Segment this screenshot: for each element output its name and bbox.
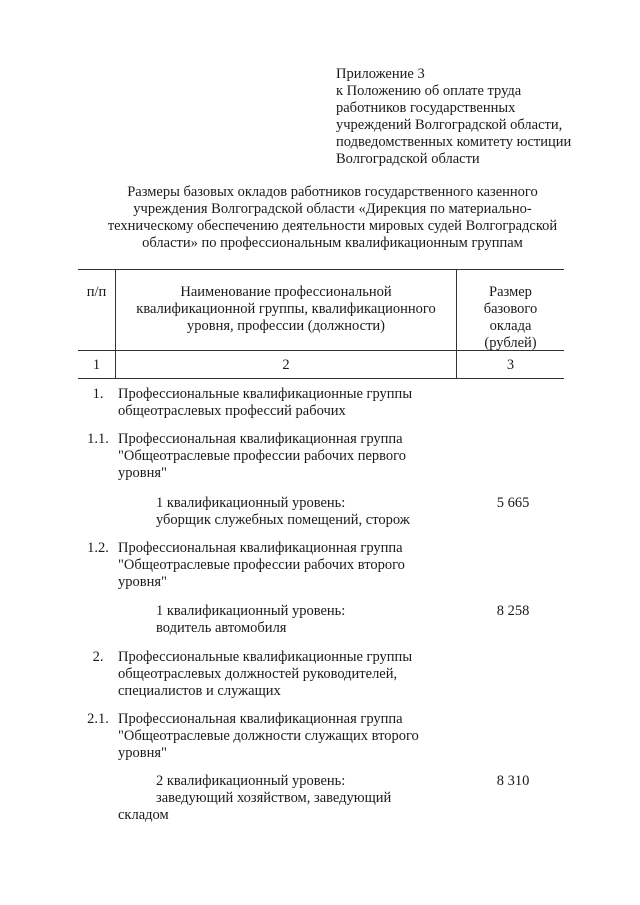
- row-line: уровня": [118, 574, 167, 590]
- header-size: [457, 284, 564, 352]
- title-line: Размеры базовых окладов работников государственного казенного: [127, 184, 538, 200]
- row-name: [118, 649, 458, 700]
- annex-line: учреждений Волгоградской области,: [336, 117, 563, 133]
- row-name: [156, 495, 456, 529]
- row-line: уборщик служебных помещений, сторож: [156, 512, 410, 528]
- row-num: 2.: [92, 649, 104, 665]
- title-line: области» по профессиональным квалификационным группам: [142, 235, 523, 251]
- index-cell-2: 2: [282, 357, 290, 373]
- row-num: 2.1.: [87, 711, 109, 727]
- row-value: 8 310: [496, 773, 530, 789]
- header-size-line: базового: [483, 301, 538, 317]
- row-name: [118, 773, 458, 824]
- annex-header: [336, 66, 626, 168]
- index-cell-1: 1: [92, 357, 101, 373]
- index-cell-3: 3: [506, 357, 515, 373]
- header-size-line: оклада: [489, 318, 532, 334]
- row-line: 1 квалификационный уровень:: [156, 495, 346, 511]
- title-line: техническому обеспечению деятельности мировых судей Волгоградской: [107, 218, 558, 234]
- annex-line: работников государственных: [336, 100, 516, 116]
- row-line: Профессиональная квалификационная группа: [118, 711, 403, 727]
- row-name: [118, 386, 458, 420]
- row-line: "Общеотраслевые должности служащих второго: [118, 728, 419, 744]
- row-name: [118, 711, 458, 762]
- annex-line: подведомственных комитету юстиции: [336, 134, 572, 150]
- row-line: 2 квалификационный уровень:: [156, 773, 346, 789]
- row-line: Профессиональная квалификационная группа: [118, 540, 403, 556]
- annex-line: к Положению об оплате труда: [336, 83, 522, 99]
- header-name-line: уровня, профессии (должности): [187, 318, 385, 334]
- row-num: 1.1.: [87, 431, 109, 447]
- row-line: общеотраслевых должностей руководителей,: [118, 666, 398, 682]
- header-size-line: (рублей): [484, 335, 537, 351]
- row-value: 5 665: [496, 495, 530, 511]
- row-num: 1.: [92, 386, 104, 402]
- header-size-line: Размер: [489, 284, 532, 300]
- header-name-line: квалификационной группы, квалификационного: [136, 301, 436, 317]
- row-name: [156, 603, 456, 637]
- row-line: 1 квалификационный уровень:: [156, 603, 346, 619]
- annex-line: Приложение 3: [336, 66, 425, 82]
- table-top-border: [78, 269, 564, 270]
- header-num-label: п/п: [86, 284, 107, 300]
- table-index-divider: [78, 378, 564, 379]
- row-line: водитель автомобиля: [156, 620, 287, 636]
- row-num: 1.2.: [87, 540, 109, 556]
- row-line: "Общеотраслевые профессии рабочих второго: [118, 557, 405, 573]
- row-line: Профессиональные квалификационные группы: [118, 386, 413, 402]
- row-line: Профессиональная квалификационная группа: [118, 431, 403, 447]
- row-line: складом: [118, 807, 169, 823]
- row-name: [118, 540, 458, 591]
- row-name: [118, 431, 458, 482]
- title-line: учреждения Волгоградской области «Дирекция по материально-: [133, 201, 532, 217]
- row-line: уровня": [118, 465, 167, 481]
- header-num: [78, 284, 115, 301]
- row-line: общеотраслевых профессий рабочих: [118, 403, 346, 419]
- header-name: [116, 284, 456, 335]
- row-line: Профессиональные квалификационные группы: [118, 649, 413, 665]
- row-line: "Общеотраслевые профессии рабочих первого: [118, 448, 406, 464]
- header-name-line: Наименование профессиональной: [180, 284, 392, 300]
- row-line: специалистов и служащих: [118, 683, 281, 699]
- annex-line: Волгоградской области: [336, 151, 480, 167]
- row-line: уровня": [118, 745, 167, 761]
- row-line: заведующий хозяйством, заведующий: [156, 790, 392, 806]
- document-title: [80, 184, 585, 252]
- row-value: 8 258: [496, 603, 530, 619]
